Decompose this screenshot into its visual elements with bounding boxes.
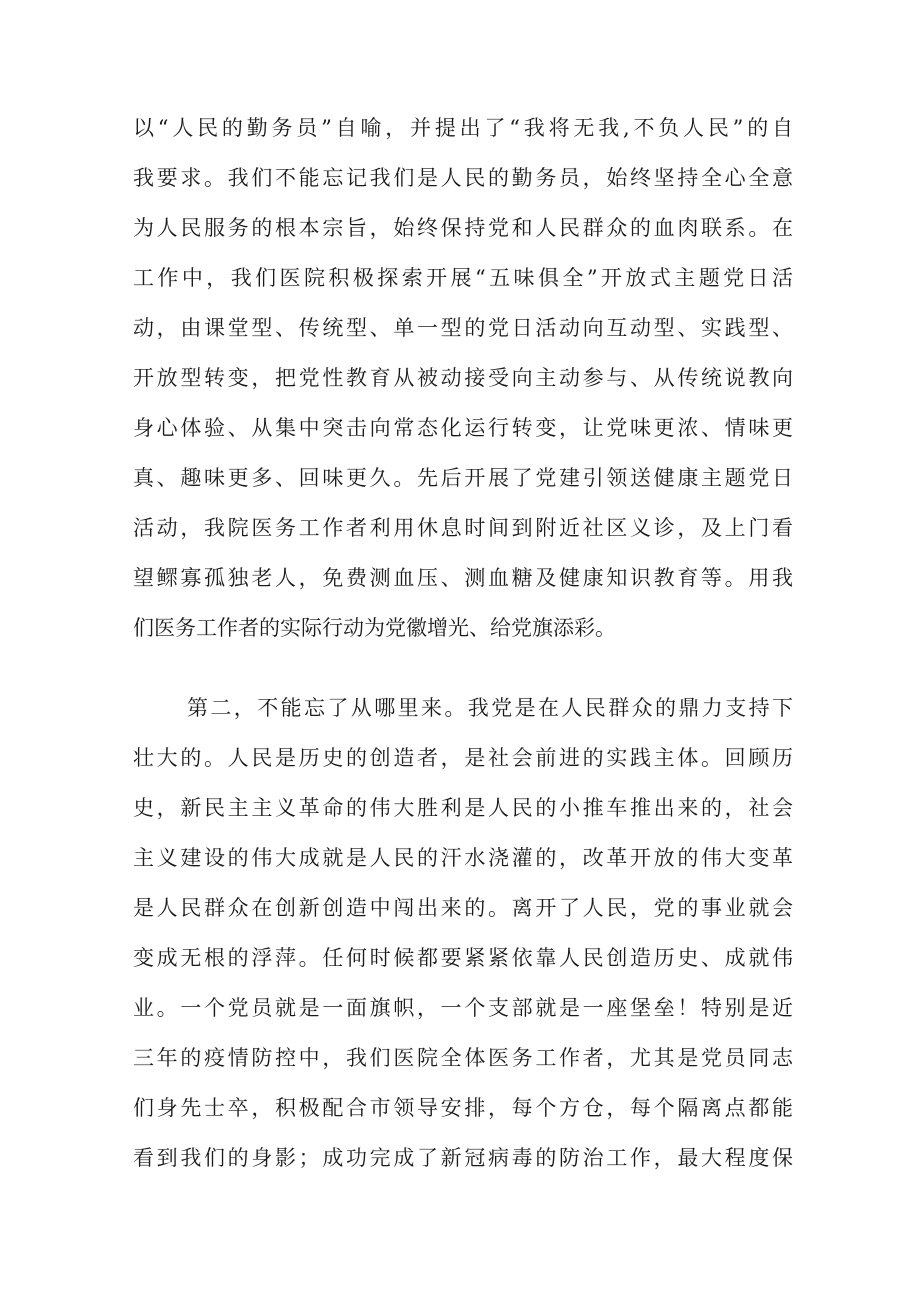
text-line: 我要求。我们不能忘记我们是人民的勤务员，始终坚持全心全意 <box>133 166 793 190</box>
text-line: 为人民服务的根本宗旨，始终保持党和人民群众的血肉联系。在 <box>133 216 793 240</box>
paragraph-1 <box>133 103 793 653</box>
text-line: 以“人民的勤务员”自喻，并提出了“我将无我,不负人民”的自 <box>133 116 793 140</box>
text-line: 变成无根的浮萍。任何时候都要紧紧依靠人民创造历史、成就伟 <box>133 946 793 970</box>
text-line: 活动，我院医务工作者利用休息时间到附近社区义诊，及上门看 <box>133 516 793 540</box>
paragraph-2 <box>133 683 793 1183</box>
text-line: 身心体验、从集中突击向常态化运行转变，让党味更浓、情味更 <box>133 416 793 440</box>
text-line: 动，由课堂型、传统型、单一型的党日活动向互动型、实践型、 <box>133 316 793 340</box>
text-line: 开放型转变，把党性教育从被动接受向主动参与、从传统说教向 <box>133 366 793 390</box>
text-line: 第二，不能忘了从哪里来。我党是在人民群众的鼎力支持下 <box>187 696 793 720</box>
text-line: 主义建设的伟大成就是人民的汗水浇灌的，改革开放的伟大变革 <box>133 846 793 870</box>
text-line: 们医务工作者的实际行动为党徽增光、给党旗添彩。 <box>133 616 616 640</box>
text-line: 真、趣味更多、回味更久。先后开展了党建引领送健康主题党日 <box>133 466 793 490</box>
text-line: 三年的疫情防控中，我们医院全体医务工作者，尤其是党员同志 <box>133 1046 793 1070</box>
text-line: 们身先士卒，积极配合市领导安排，每个方仓，每个隔离点都能 <box>133 1096 793 1120</box>
text-line: 看到我们的身影；成功完成了新冠病毒的防治工作，最大程度保 <box>133 1146 793 1170</box>
text-line: 壮大的。人民是历史的创造者，是社会前进的实践主体。回顾历 <box>133 746 793 770</box>
text-line: 史，新民主主义革命的伟大胜利是人民的小推车推出来的，社会 <box>133 796 793 820</box>
text-line: 是人民群众在创新创造中闯出来的。离开了人民，党的事业就会 <box>133 896 793 920</box>
text-line: 业。一个党员就是一面旗帜，一个支部就是一座堡垒！特别是近 <box>133 996 793 1020</box>
text-line: 工作中，我们医院积极探索开展“五味俱全”开放式主题党日活 <box>133 266 793 290</box>
text-line: 望鳏寡孤独老人，免费测血压、测血糖及健康知识教育等。用我 <box>133 566 793 590</box>
